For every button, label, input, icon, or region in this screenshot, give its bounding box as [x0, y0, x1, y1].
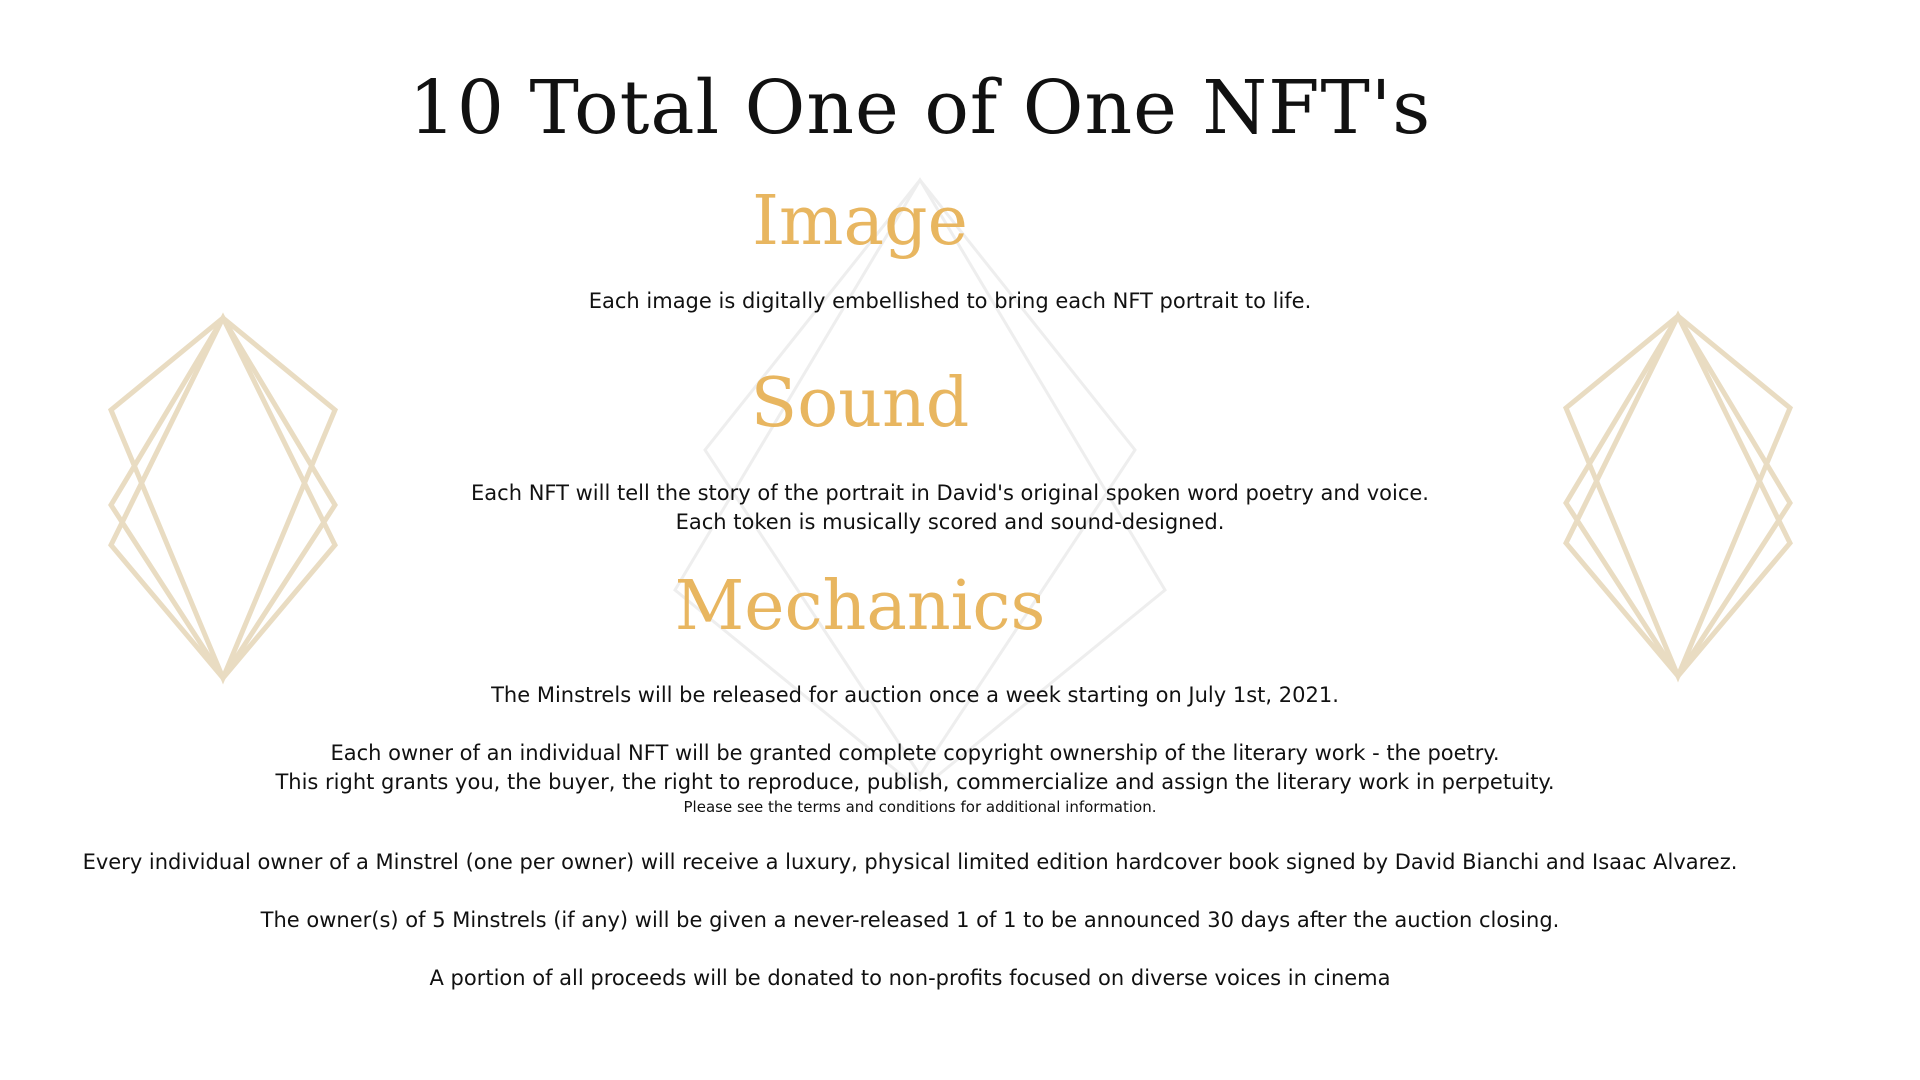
mechanics-copyright-line-1: Each owner of an individual NFT will be granted complete copyright ownership of the literary work - the poetry.: [330, 741, 1500, 765]
mechanics-donation-note: A portion of all proceeds will be donated to non-profits focused on diverse voices in cinema: [429, 966, 1391, 990]
mechanics-book-offer: Every individual owner of a Minstrel (one per owner) will receive a luxury, physical limited edition hardcover book signed by David Bianchi and Isaac Alvarez.: [82, 850, 1738, 874]
mechanics-copyright-line-2: This right grants you, the buyer, the right to reproduce, publish, commercialize and assign the literary work in perpetuity.: [275, 770, 1555, 794]
sound-description-line-1: Each NFT will tell the story of the portrait in David's original spoken word poetry and voice.: [471, 481, 1429, 505]
mechanics-section-heading: Mechanics: [674, 567, 1046, 646]
image-section-heading: Image: [752, 182, 968, 261]
mechanics-bonus-offer: The owner(s) of 5 Minstrels (if any) will be given a never-released 1 of 1 to be announced 30 days after the auction closing.: [260, 908, 1560, 932]
page-title: 10 Total One of One NFT's: [408, 65, 1432, 151]
terms-and-conditions-note: Please see the terms and conditions for additional information.: [683, 798, 1157, 816]
sound-section-heading: Sound: [750, 364, 970, 443]
sound-description-line-2: Each token is musically scored and sound-designed.: [675, 510, 1225, 534]
image-description: Each image is digitally embellished to bring each NFT portrait to life.: [588, 289, 1312, 313]
mechanics-release-schedule: The Minstrels will be released for auction once a week starting on July 1st, 2021.: [491, 683, 1339, 707]
